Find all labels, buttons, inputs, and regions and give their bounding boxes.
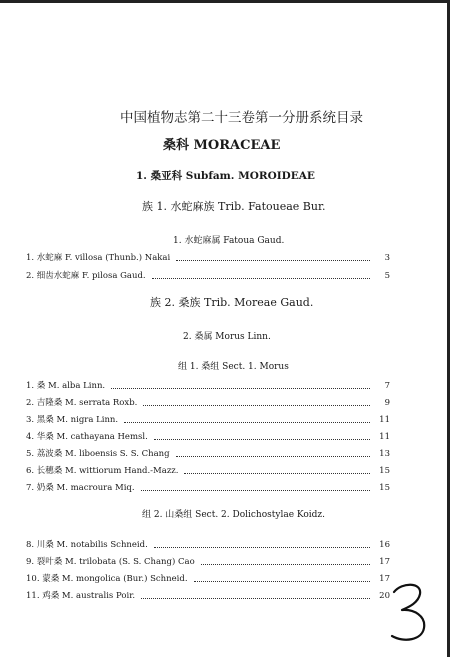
- entry-page: 3: [384, 253, 390, 263]
- leader-dots: [111, 388, 370, 389]
- list-item: [26, 481, 390, 493]
- list-item: [26, 589, 390, 601]
- handwritten-page-mark: [388, 580, 432, 646]
- entry-page: 17: [379, 557, 390, 567]
- entry-page: 11: [379, 415, 390, 425]
- list-item: [26, 251, 390, 263]
- leader-dots: [176, 456, 370, 457]
- entry-name: 11. 鸡桑 M. australis Poir.: [26, 591, 136, 601]
- list-item: [26, 396, 390, 408]
- genus-1-heading: 1. 水蛇麻属 Fatoua Gaud.: [173, 236, 285, 246]
- leader-dots: [194, 581, 370, 582]
- entry-name: 8. 川桑 M. notabilis Schneid.: [26, 540, 148, 550]
- tribe-2-heading: 族 2. 桑族 Trib. Moreae Gaud.: [150, 296, 314, 309]
- leader-dots: [124, 422, 370, 423]
- leader-dots: [152, 278, 370, 279]
- entry-name: 10. 蒙桑 M. mongolica (Bur.) Schneid.: [26, 574, 188, 584]
- entry-name: 6. 长穗桑 M. wittiorum Hand.-Mazz.: [26, 466, 179, 476]
- section-2-heading: 组 2. 山桑组 Sect. 2. Dolichostylae Koidz.: [142, 510, 326, 520]
- entry-name: 4. 华桑 M. cathayana Hemsl.: [26, 432, 148, 442]
- leader-dots: [154, 439, 370, 440]
- entry-name: 3. 黑桑 M. nigra Linn.: [26, 415, 119, 425]
- entry-name: 5. 荔波桑 M. liboensis S. S. Chang: [26, 449, 170, 459]
- leader-dots: [184, 473, 370, 474]
- scan-edge-top: [0, 0, 450, 3]
- entry-page: 16: [379, 540, 390, 550]
- leader-dots: [201, 564, 370, 565]
- tribe-1-heading: 族 1. 水蛇麻族 Trib. Fatoueae Bur.: [142, 200, 326, 213]
- entry-page: 13: [379, 449, 390, 459]
- entry-page: 20: [379, 591, 390, 601]
- list-item: [26, 555, 390, 567]
- leader-dots: [141, 598, 370, 599]
- entry-name: 2. 细齿水蛇麻 F. pilosa Gaud.: [26, 271, 146, 281]
- list-item: [26, 413, 390, 425]
- section-1-heading: 组 1. 桑组 Sect. 1. Morus: [178, 362, 289, 372]
- list-item: [26, 464, 390, 476]
- list-item: [26, 572, 390, 584]
- entry-page: 9: [384, 398, 390, 408]
- entry-page: 17: [379, 574, 390, 584]
- entry-page: 15: [379, 466, 390, 476]
- entry-page: 15: [379, 483, 390, 493]
- entry-name: 9. 裂叶桑 M. trilobata (S. S. Chang) Cao: [26, 557, 195, 567]
- leader-dots: [176, 260, 370, 261]
- entry-name: 1. 桑 M. alba Linn.: [26, 381, 106, 391]
- list-item: [26, 447, 390, 459]
- entry-name: 7. 奶桑 M. macroura Miq.: [26, 483, 135, 493]
- subfamily-heading: 1. 桑亚科 Subfam. MOROIDEAE: [136, 170, 315, 182]
- page-title: 中国植物志第二十三卷第一分册系统目录: [120, 110, 363, 126]
- entry-page: 7: [384, 381, 390, 391]
- leader-dots: [154, 547, 370, 548]
- genus-2-heading: 2. 桑属 Morus Linn.: [183, 332, 271, 342]
- entry-page: 5: [384, 271, 390, 281]
- list-item: [26, 430, 390, 442]
- leader-dots: [141, 490, 370, 491]
- list-item: [26, 538, 390, 550]
- family-heading: 桑科 MORACEAE: [163, 138, 281, 153]
- leader-dots: [143, 405, 370, 406]
- entry-page: 11: [379, 432, 390, 442]
- list-item: [26, 379, 390, 391]
- entry-name: 1. 水蛇麻 F. villosa (Thunb.) Nakai: [26, 253, 171, 263]
- entry-name: 2. 吉隆桑 M. serrata Roxb.: [26, 398, 138, 408]
- list-item: [26, 269, 390, 281]
